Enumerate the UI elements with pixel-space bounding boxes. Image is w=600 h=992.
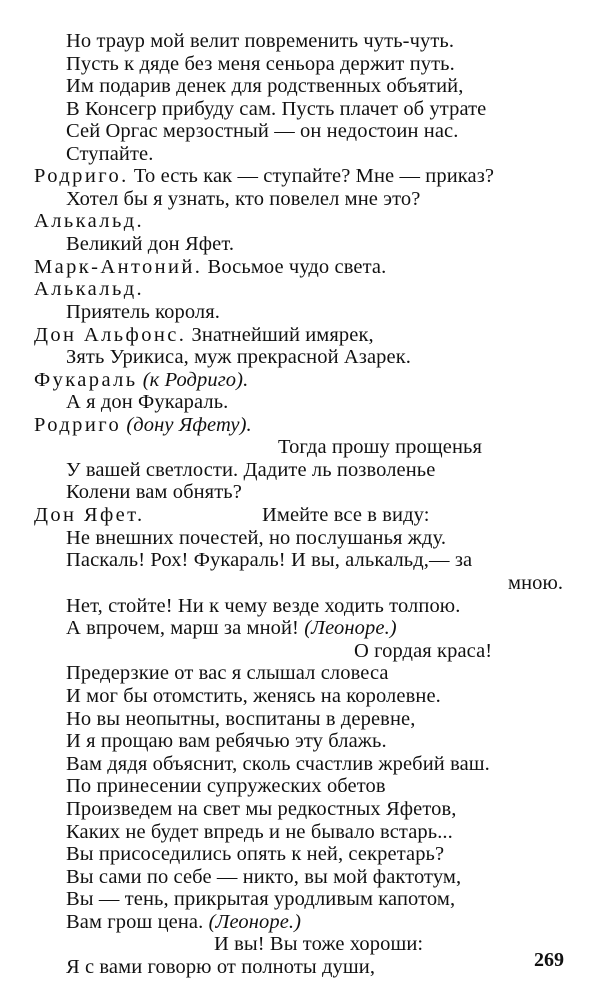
- speaker-name: Дон Яфет.: [34, 504, 145, 526]
- speaker-name: Алькальд.: [34, 210, 145, 232]
- verse-line: В Консегр прибуду сам. Пусть плачет об утрате: [66, 98, 487, 120]
- speaker-line: [34, 414, 252, 436]
- verse-line: Имейте все в виду:: [262, 504, 430, 526]
- verse-line: Не внешних почестей, но послушанья жду.: [66, 527, 447, 549]
- verse-line: И мог бы отомстить, женясь на королевне.: [66, 685, 441, 707]
- verse-line: Тогда прошу прощенья: [278, 436, 483, 458]
- verse-line: Пусть к дяде без меня сеньора держит путь.: [66, 53, 455, 75]
- speaker-line: [34, 369, 248, 391]
- speaker-line: [34, 256, 386, 278]
- verse-line-continuation: мною.: [508, 572, 564, 594]
- verse-line: Нет, стойте! Ни к чему везде ходить толпою.: [66, 595, 461, 617]
- stage-direction: (дону Яфету).: [121, 414, 252, 436]
- verse-text: То есть как — ступайте? Мне — приказ?: [128, 165, 495, 187]
- stage-direction: (к Родриго).: [137, 369, 249, 391]
- verse-line: Зять Урикиса, муж прекрасной Азарек.: [66, 346, 412, 368]
- verse-text: А впрочем, марш за мной!: [66, 617, 305, 639]
- verse-line: Но траур мой велит повременить чуть-чуть.: [66, 30, 455, 52]
- speaker-line: [34, 504, 145, 526]
- verse-line: А я дон Фукараль.: [66, 391, 229, 413]
- speaker-line: [34, 324, 374, 346]
- verse-line: Но вы неопытны, воспитаны в деревне,: [66, 708, 416, 730]
- verse-line: Им подарив денек для родственных объятий,: [66, 75, 464, 97]
- speaker-line: [34, 278, 144, 300]
- speaker-name: Марк-Антоний.: [34, 256, 203, 278]
- verse-line: По принесении супружеских обетов: [66, 775, 386, 797]
- verse-line: Паскаль! Рох! Фукараль! И вы, алькальд,— за: [66, 549, 473, 571]
- verse-line: Предерзкие от вас я слышал словеса: [66, 662, 389, 684]
- speaker-name: Родриго.: [34, 165, 129, 187]
- verse-line: Сей Оргас мерзостный — он недостоин нас.: [66, 120, 459, 142]
- verse-line: И я прощаю вам ребячью эту блажь.: [66, 730, 387, 752]
- verse-line: И вы! Вы тоже хороши:: [214, 933, 424, 955]
- verse-line: Вы сами по себе — никто, вы мой фактотум,: [66, 866, 462, 888]
- page-number: 269: [534, 949, 564, 971]
- verse-line: У вашей светлости. Дадите ль позволенье: [66, 459, 436, 481]
- speaker-name: Дон Альфонс.: [34, 324, 187, 346]
- verse-line: Произведем на свет мы редкостных Яфетов,: [66, 798, 457, 820]
- verse-text: Вам грош цена.: [66, 911, 209, 933]
- verse-line: Ступайте.: [66, 143, 154, 165]
- verse-line: Великий дон Яфет.: [66, 233, 235, 255]
- verse-line: Каких не будет впредь и не бывало встарь...: [66, 821, 453, 843]
- speaker-name: Фукараль: [34, 369, 138, 391]
- verse-line: Вы присоседились опять к ней, секретарь?: [66, 843, 445, 865]
- stage-direction: (Леоноре.): [208, 911, 302, 933]
- speaker-name: Алькальд.: [34, 278, 145, 300]
- verse-line: Вы — тень, прикрытая уродливым капотом,: [66, 888, 456, 910]
- verse-text: Восьмое чудо света.: [202, 256, 387, 278]
- verse-line: Хотел бы я узнать, кто повелел мне это?: [66, 188, 421, 210]
- verse-line: [66, 617, 397, 639]
- verse-text: Знатнейший имярек,: [186, 324, 374, 346]
- verse-line: Я с вами говорю от полноты души,: [66, 956, 376, 978]
- verse-line: Колени вам обнять?: [66, 481, 242, 503]
- speaker-name: Родриго: [34, 414, 122, 436]
- speaker-line: [34, 210, 144, 232]
- verse-line: [66, 911, 301, 933]
- speaker-line: [34, 165, 494, 187]
- stage-direction: (Леоноре.): [304, 617, 397, 639]
- verse-line: Вам дядя объяснит, сколь счастлив жребий ваш.: [66, 753, 490, 775]
- verse-line: Приятель короля.: [66, 301, 220, 323]
- verse-line: О гордая краса!: [354, 640, 493, 662]
